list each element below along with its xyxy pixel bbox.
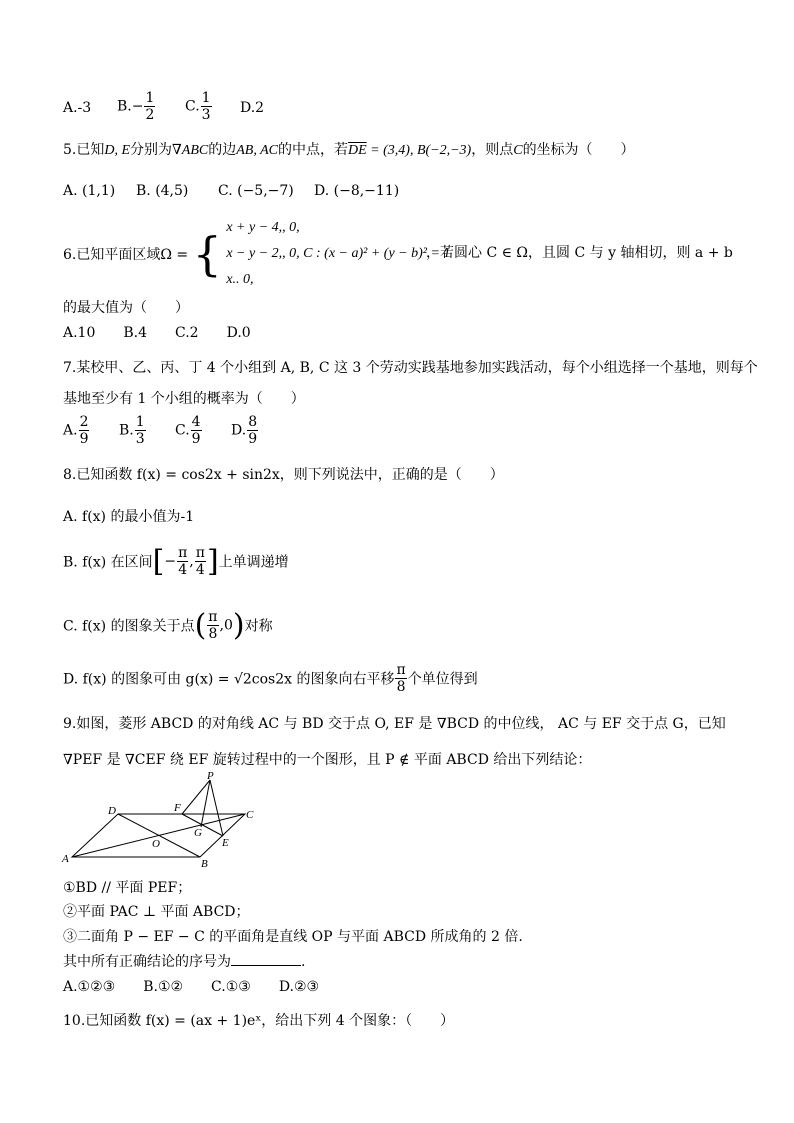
label-g: G (194, 827, 202, 839)
q9-conclusion-3: ③二面角 P − EF − C 的平面角是直线 OP 与平面 ABCD 所成角的 2 倍. (63, 929, 523, 945)
q7-option-d: D. $\frac{8}{9}$ (231, 414, 258, 447)
q7-option-c: C. $\frac{4}{9}$ (175, 414, 201, 447)
label-a: A (62, 853, 69, 865)
rhombus-figure (60, 772, 260, 872)
label-e: E (222, 837, 229, 849)
q7-option-b: B. $\frac{1}{3}$ (119, 414, 145, 447)
q6-tail: ，若圆心 C ∈ Ω，且圆 C 与 y 轴相切，则 a + b (426, 245, 733, 261)
segment-pg (201, 780, 210, 827)
q6-cases: x + y − 4,, 0, x − y − 2,, 0, C : (x − a)² + (y − b)² = 1 x.. 0, (226, 220, 451, 287)
label-c: C (246, 809, 254, 821)
q9-options: A.①②③ B.①② C.①③ D.②③ (63, 979, 320, 995)
label-d: D (108, 805, 116, 817)
q9-conclusion-1: ①BD // 平面 PEF； (63, 880, 192, 896)
q5-option-c: C. (−5,−7) (218, 183, 294, 199)
vector-de: $\overline{DE}$ (348, 143, 367, 158)
q7-option-a: A. $\frac{2}{9}$ (63, 414, 89, 447)
q6-options: A.10 B.4 C.2 D.0 (63, 325, 251, 341)
q9-line2: ∇PEF 是 ∇CEF 绕 EF 旋转过程中的一个图形，且 P ∉ 平面 ABCD 给出下列结论： (63, 752, 592, 768)
q6-stem: 6.已知平面区域Ω = { x + y − 4,, 0, x − y − 2,, 0, C : (x − a)² + (y − b)² = 1 x.. 0, (63, 215, 450, 293)
q5-option-a: A. (1,1) (63, 183, 116, 199)
left-brace: { (192, 227, 222, 281)
segment-pf (182, 780, 210, 814)
q6-line2: 的最大值为（ ） (63, 300, 189, 316)
q7-line1: 7.某校甲、乙、丙、丁 4 个小组到 A, B, C 这 3 个劳动实践基地参加实践活动，每个小组选择一个基地，则每个 (63, 360, 758, 376)
q4-option-d: D.2 (240, 100, 265, 116)
q9-line1: 9.如图，菱形 ABCD 的对角线 AC 与 BD 交于点 O, EF 是 ∇BCD 的中位线， AC 与 EF 交于点 G，已知 (63, 716, 726, 732)
q8-stem: 8.已知函数 f(x) = cos2x + sin2x，则下列说法中，正确的是（ ） (63, 467, 504, 483)
label-b: B (201, 858, 208, 870)
q5-option-b: B. (4,5) (136, 183, 189, 199)
label-f: F (174, 802, 181, 814)
q5-option-d: D. (−8,−11) (314, 183, 400, 199)
segment-pe (210, 780, 223, 836)
q10-stem: 10.已知函数 f(x) = (ax + 1)eˣ，给出下列 4 个图象：（ ） (63, 1013, 455, 1029)
label-p: P (207, 772, 214, 782)
q9-conclusion-4: 其中所有正确结论的序号为 . (63, 954, 306, 970)
q8-option-c: C. f(x) 的图象关于点( $\frac{\pi}{8}$ ,0)对称 (63, 608, 273, 643)
q4-option-a: A.-3 (63, 100, 92, 116)
q4-option-b: B.− $\frac{1}{2}$ (117, 90, 155, 123)
q8-option-a: A. f(x) 的最小值为-1 (63, 509, 195, 525)
q4-option-c: C. $\frac{1}{3}$ (185, 90, 211, 123)
q7-line2: 基地至少有 1 个小组的概率为（ ） (63, 391, 305, 407)
diagonal-bd (118, 814, 200, 857)
q8-option-d: D. f(x) 的图象可由 g(x) = √2cos2x 的图象向右平移 $\frac{\pi}{8}$ 个单位得到 (63, 662, 478, 695)
q9-conclusion-2: ②平面 PAC ⊥ 平面 ABCD； (63, 904, 250, 920)
q8-option-b: B. f(x) 在区间[− $\frac{\pi}{4}$ , $\frac{\pi}{4}$ ]上单调递增 (63, 544, 289, 579)
q5-stem: 5.已知D, E分别为∇ABC的边AB, AC的中点，若$\overline{DE} = (3,4)$, B(−2,−3)，则点C的坐标为（ ） (63, 142, 635, 158)
answer-blank (231, 953, 301, 966)
label-o: O (152, 838, 160, 850)
